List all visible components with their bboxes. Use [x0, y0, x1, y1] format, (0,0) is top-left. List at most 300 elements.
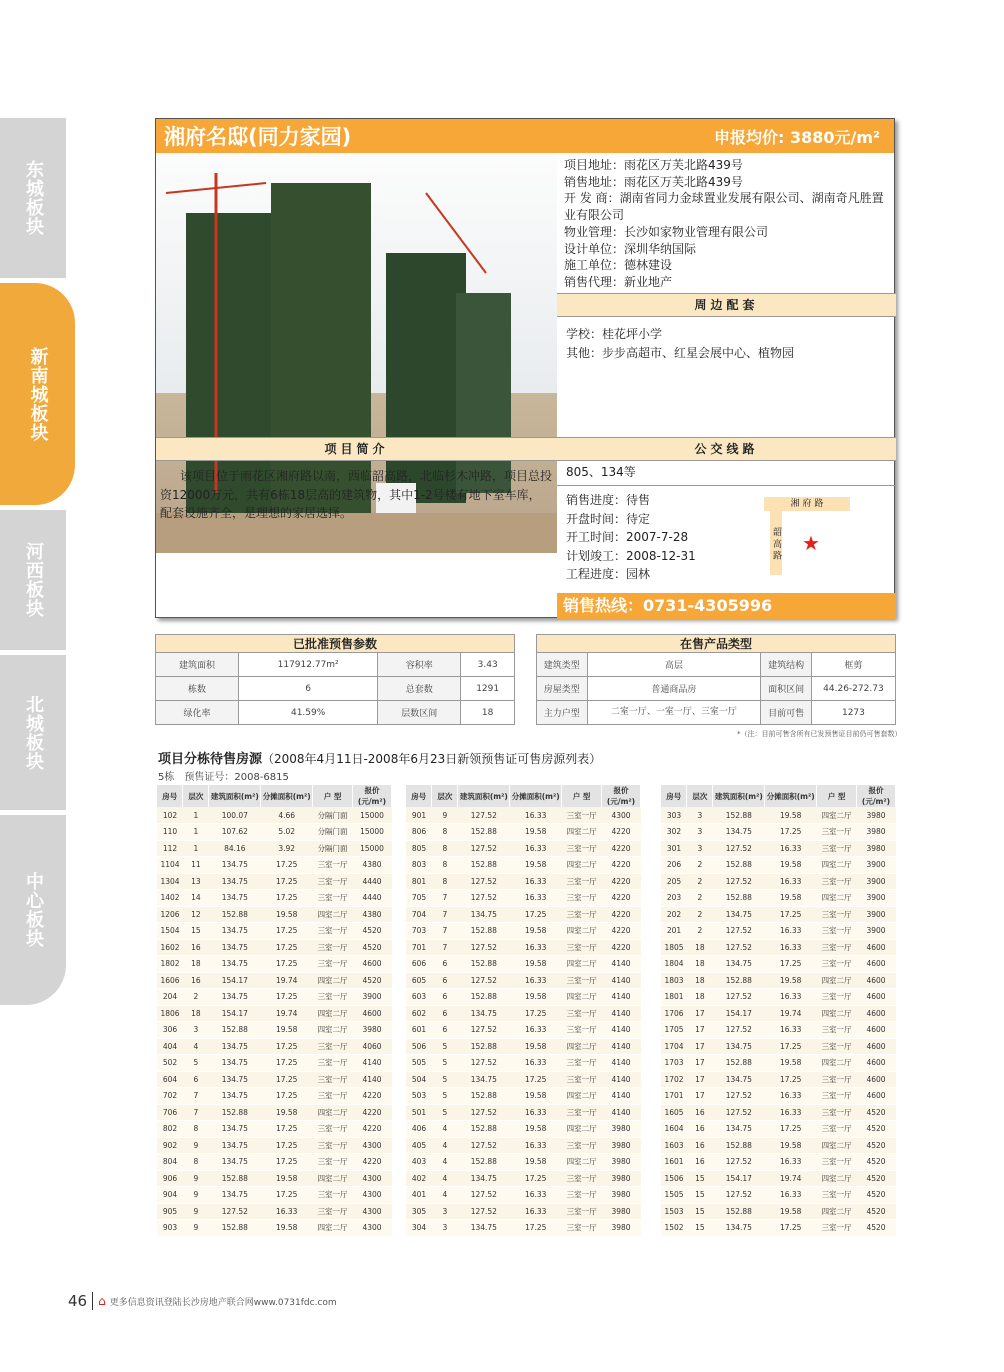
column-header: 户 型 — [313, 785, 353, 807]
table-cell: 127.52 — [458, 890, 510, 907]
column-header: 房号 — [406, 785, 432, 807]
cell: 面积区间 — [761, 677, 812, 701]
table-row — [157, 873, 392, 890]
table-row — [157, 906, 392, 923]
table-cell: 3980 — [857, 807, 896, 824]
table-cell: 16.33 — [510, 1203, 562, 1220]
table-row — [661, 857, 896, 874]
table-cell: 三室一厅 — [313, 1187, 353, 1204]
table-row — [157, 1071, 392, 1088]
table-cell: 4600 — [857, 1022, 896, 1039]
table-cell: 127.52 — [713, 939, 765, 956]
table-cell: 4.66 — [261, 807, 313, 824]
table-cell: 4520 — [353, 923, 392, 940]
table-cell: 107.62 — [209, 824, 261, 841]
table-cell: 分隔门面 — [313, 840, 353, 857]
table-cell: 1502 — [661, 1220, 687, 1237]
table-cell: 三室一厅 — [817, 1088, 857, 1105]
table-cell: 四室二厅 — [817, 857, 857, 874]
table-cell: 16.33 — [510, 890, 562, 907]
table-row — [157, 972, 392, 989]
footer-text[interactable]: 更多信息资讯登陆长沙房地产联合网www.0731fdc.com — [109, 1297, 337, 1308]
table-cell: 1605 — [661, 1104, 687, 1121]
status-start: 开工时间：2007-7-28 — [566, 530, 689, 544]
table-cell: 305 — [406, 1203, 432, 1220]
table-cell: 四室二厅 — [313, 1005, 353, 1022]
table-cell: 503 — [406, 1088, 432, 1105]
table-cell: 152.88 — [713, 1055, 765, 1072]
table-cell: 803 — [406, 857, 432, 874]
bus-header: 公交线路 — [557, 437, 896, 461]
table-cell: 1505 — [661, 1187, 687, 1204]
table-cell: 四室二厅 — [817, 1137, 857, 1154]
table-cell: 三室一厅 — [313, 1121, 353, 1138]
table-cell: 127.52 — [713, 1088, 765, 1105]
table-cell: 4220 — [602, 824, 641, 841]
table-cell: 4220 — [602, 906, 641, 923]
tab-dongcheng[interactable]: 东城板块 — [0, 118, 66, 278]
table-cell: 604 — [157, 1071, 183, 1088]
table-cell: 4220 — [602, 923, 641, 940]
cell: 总套数 — [378, 677, 461, 701]
table-cell: 203 — [661, 890, 687, 907]
table-row — [406, 807, 641, 824]
table-cell: 三室一厅 — [817, 840, 857, 857]
table-cell: 134.75 — [713, 956, 765, 973]
table-cell: 三室一厅 — [313, 1154, 353, 1171]
table-cell: 17.25 — [261, 857, 313, 874]
table-cell: 四室二厅 — [562, 824, 602, 841]
table-cell: 3980 — [353, 1022, 392, 1039]
table-cell: 18 — [687, 989, 713, 1006]
table-row — [157, 1154, 392, 1171]
table-cell: 16.33 — [510, 840, 562, 857]
table-row — [661, 1220, 896, 1237]
table-cell: 4600 — [857, 956, 896, 973]
table-cell: 四室二厅 — [562, 989, 602, 1006]
table-cell: 16.33 — [765, 873, 817, 890]
table-cell: 4600 — [857, 1055, 896, 1072]
table-cell: 三室一厅 — [313, 923, 353, 940]
table-cell: 4600 — [353, 956, 392, 973]
table-cell: 2 — [687, 857, 713, 874]
table-cell: 1802 — [157, 956, 183, 973]
table-row — [406, 1088, 641, 1105]
approved-params-table — [155, 634, 515, 725]
table-cell: 6 — [432, 989, 458, 1006]
note: *（注：目前可售含所有已发预售证目前仍可售套数） — [737, 730, 902, 738]
table-cell: 17 — [687, 1005, 713, 1022]
bus-lines: 805、134等 — [566, 465, 636, 479]
table-cell: 4520 — [857, 1187, 896, 1204]
table-cell: 4520 — [857, 1170, 896, 1187]
table-cell: 7 — [432, 890, 458, 907]
table-cell: 1804 — [661, 956, 687, 973]
table-cell: 152.88 — [458, 989, 510, 1006]
sales-hotline[interactable]: 销售热线：0731-4305996 — [557, 593, 896, 619]
table-cell: 4220 — [602, 939, 641, 956]
table-cell: 4380 — [353, 857, 392, 874]
table-cell: 4520 — [857, 1121, 896, 1138]
project-title: 湘府名邸(同力家园) — [164, 125, 352, 149]
table-cell: 17 — [687, 1022, 713, 1039]
table-cell: 三室一厅 — [313, 873, 353, 890]
table-cell: 三室一厅 — [817, 956, 857, 973]
table-cell: 4520 — [857, 1203, 896, 1220]
table-cell: 12 — [183, 906, 209, 923]
table-cell: 134.75 — [209, 1038, 261, 1055]
table-cell: 三室一厅 — [562, 890, 602, 907]
table-cell: 三室一厅 — [562, 807, 602, 824]
table-cell: 4140 — [602, 956, 641, 973]
table-cell: 306 — [157, 1022, 183, 1039]
info-address: 项目地址：雨花区万芙北路439号 — [564, 158, 743, 172]
cell: 建筑面积 — [156, 653, 239, 677]
table-cell: 四室二厅 — [313, 1170, 353, 1187]
table-cell: 3 — [687, 824, 713, 841]
table-row — [406, 906, 641, 923]
table-cell: 16.33 — [765, 840, 817, 857]
cell: 18 — [461, 701, 515, 725]
table-cell: 505 — [406, 1055, 432, 1072]
table-cell: 804 — [157, 1154, 183, 1171]
table-cell: 三室一厅 — [562, 1055, 602, 1072]
listing-table-2 — [406, 785, 641, 1237]
table-cell: 3.92 — [261, 840, 313, 857]
table-cell: 6 — [432, 972, 458, 989]
table-cell: 7 — [183, 1088, 209, 1105]
cell: 建筑结构 — [761, 653, 812, 677]
table-cell: 3 — [687, 807, 713, 824]
table-cell: 15000 — [353, 807, 392, 824]
table-cell: 8 — [183, 1154, 209, 1171]
table-row — [157, 1104, 392, 1121]
column-header: 户 型 — [562, 785, 602, 807]
table-cell: 17.25 — [261, 939, 313, 956]
table-cell: 504 — [406, 1071, 432, 1088]
table-cell: 801 — [406, 873, 432, 890]
table-cell: 18 — [183, 1005, 209, 1022]
table-cell: 18 — [687, 939, 713, 956]
table-cell: 三室一厅 — [562, 1022, 602, 1039]
info-design: 设计单位：深圳华纳国际 — [564, 241, 697, 256]
table-cell: 1706 — [661, 1005, 687, 1022]
status-progress: 工程进度：园林 — [566, 567, 651, 581]
table-cell: 19.58 — [510, 857, 562, 874]
table-cell: 4 — [432, 1170, 458, 1187]
table-cell: 127.52 — [713, 923, 765, 940]
table-cell: 3980 — [857, 840, 896, 857]
table-cell: 19.74 — [261, 972, 313, 989]
table-cell: 三室一厅 — [562, 1071, 602, 1088]
table-cell: 127.52 — [713, 840, 765, 857]
cell: 主力户型 — [537, 701, 588, 725]
table-cell: 152.88 — [713, 1137, 765, 1154]
table-cell: 4600 — [857, 989, 896, 1006]
cell: 层数区间 — [378, 701, 461, 725]
table-cell: 3900 — [857, 873, 896, 890]
table-cell: 134.75 — [458, 1220, 510, 1237]
table-cell: 127.52 — [458, 1104, 510, 1121]
table-cell: 152.88 — [209, 1220, 261, 1237]
table-cell: 9 — [183, 1170, 209, 1187]
table-cell: 152.88 — [458, 956, 510, 973]
cell: 3.43 — [461, 653, 515, 677]
table-cell: 201 — [661, 923, 687, 940]
column-header: 报价(元/m²) — [353, 785, 392, 807]
table-cell: 134.75 — [209, 1137, 261, 1154]
table-cell: 402 — [406, 1170, 432, 1187]
table-cell: 17.25 — [765, 824, 817, 841]
table-cell: 18 — [183, 956, 209, 973]
table-cell: 19.58 — [765, 1055, 817, 1072]
table-cell: 3980 — [602, 1220, 641, 1237]
table-cell: 7 — [183, 1104, 209, 1121]
table-cell: 4600 — [857, 1038, 896, 1055]
table-cell: 134.75 — [713, 1038, 765, 1055]
table-row — [157, 1137, 392, 1154]
tab-hexi[interactable]: 河西板块 — [0, 510, 66, 650]
table-cell: 三室一厅 — [562, 972, 602, 989]
table-cell: 5.02 — [261, 824, 313, 841]
table-cell: 134.75 — [713, 1220, 765, 1237]
logo-icon: ⌂ — [98, 1294, 106, 1308]
table-cell: 8 — [432, 873, 458, 890]
table-row — [157, 890, 392, 907]
table-cell: 4600 — [857, 1005, 896, 1022]
table-cell: 4600 — [857, 1088, 896, 1105]
table-cell: 1703 — [661, 1055, 687, 1072]
table-cell: 152.88 — [458, 1088, 510, 1105]
table-cell: 三室一厅 — [817, 1104, 857, 1121]
table-cell: 17.25 — [261, 1187, 313, 1204]
table-cell: 19.58 — [765, 890, 817, 907]
table-cell: 3980 — [602, 1121, 641, 1138]
cell: 容积率 — [378, 653, 461, 677]
table-cell: 三室一厅 — [313, 1088, 353, 1105]
table-cell: 134.75 — [458, 906, 510, 923]
cell: 1273 — [811, 701, 895, 725]
table-row — [661, 807, 896, 824]
table-cell: 154.17 — [209, 972, 261, 989]
surround-list — [566, 325, 794, 362]
table-cell: 4220 — [602, 840, 641, 857]
table-cell: 3 — [183, 1022, 209, 1039]
table-cell: 7 — [432, 939, 458, 956]
table-cell: 3980 — [602, 1203, 641, 1220]
table-cell: 4300 — [353, 1220, 392, 1237]
table-cell: 601 — [406, 1022, 432, 1039]
table-cell: 2 — [687, 890, 713, 907]
table-cell: 四室二厅 — [562, 857, 602, 874]
table-cell: 4 — [432, 1154, 458, 1171]
table-row — [661, 1187, 896, 1204]
table-cell: 14 — [183, 890, 209, 907]
table-cell: 16.33 — [765, 1104, 817, 1121]
table-cell: 16.33 — [765, 939, 817, 956]
table-cell: 19.58 — [765, 972, 817, 989]
table-row — [661, 890, 896, 907]
table-cell: 4 — [432, 1137, 458, 1154]
table-cell: 18 — [687, 972, 713, 989]
table-cell: 11 — [183, 857, 209, 874]
cell: 框剪 — [811, 653, 895, 677]
table-cell: 3980 — [602, 1154, 641, 1171]
table-cell: 19.58 — [765, 857, 817, 874]
table-cell: 127.52 — [713, 1154, 765, 1171]
price: 申报均价: 3880元/m² — [713, 127, 880, 147]
table-cell: 四室二厅 — [562, 1154, 602, 1171]
table-cell: 三室一厅 — [313, 1038, 353, 1055]
map-road-shaogao: 韶 高 路 — [770, 511, 782, 575]
table-cell: 152.88 — [209, 1170, 261, 1187]
cell: 41.59% — [239, 701, 378, 725]
table-cell: 三室一厅 — [313, 1055, 353, 1072]
table-cell: 204 — [157, 989, 183, 1006]
table-row — [157, 923, 392, 940]
table-cell: 1503 — [661, 1203, 687, 1220]
table-cell: 16.33 — [765, 1187, 817, 1204]
table-row — [157, 840, 392, 857]
table-cell: 16 — [687, 1104, 713, 1121]
table-row — [406, 1005, 641, 1022]
table-row — [157, 1220, 392, 1237]
table-cell: 5 — [432, 1088, 458, 1105]
table-cell: 三室一厅 — [562, 1005, 602, 1022]
table-cell: 1702 — [661, 1071, 687, 1088]
table-cell: 16.33 — [765, 989, 817, 1006]
table-cell: 100.07 — [209, 807, 261, 824]
table-row — [661, 939, 896, 956]
table-cell: 127.52 — [713, 1022, 765, 1039]
table-cell: 5 — [432, 1038, 458, 1055]
table-cell: 501 — [406, 1104, 432, 1121]
table-cell: 1801 — [661, 989, 687, 1006]
tab-xinnancheng[interactable]: 新南城板块 — [0, 283, 75, 505]
tab-beicheng[interactable]: 北城板块 — [0, 655, 66, 810]
table-cell: 四室二厅 — [562, 956, 602, 973]
table-cell: 152.88 — [458, 1154, 510, 1171]
table-cell: 702 — [157, 1088, 183, 1105]
table-row — [157, 1187, 392, 1204]
table-cell: 17 — [687, 1055, 713, 1072]
table-cell: 19.58 — [765, 1203, 817, 1220]
table-cell: 4220 — [353, 1121, 392, 1138]
table-cell: 112 — [157, 840, 183, 857]
surround-school: 学校：桂花坪小学 — [566, 327, 663, 341]
table-cell: 15 — [687, 1187, 713, 1204]
table-cell: 84.16 — [209, 840, 261, 857]
table-cell: 152.88 — [713, 857, 765, 874]
table-cell: 三室一厅 — [562, 1104, 602, 1121]
table-cell: 三室一厅 — [313, 857, 353, 874]
table-cell: 905 — [157, 1203, 183, 1220]
table-cell: 三室一厅 — [817, 939, 857, 956]
footer — [68, 1292, 337, 1310]
table-cell: 17.25 — [765, 1121, 817, 1138]
table-cell: 134.75 — [713, 1121, 765, 1138]
title-bar — [156, 119, 894, 153]
tab-zhongxin[interactable]: 中心板块 — [0, 815, 66, 1005]
table-cell: 7 — [432, 906, 458, 923]
cell: 建筑类型 — [537, 653, 588, 677]
table-cell: 17.25 — [261, 1154, 313, 1171]
table-cell: 四室二厅 — [562, 1121, 602, 1138]
table-cell: 17.25 — [510, 1170, 562, 1187]
table-cell: 四室二厅 — [817, 1005, 857, 1022]
table-cell: 16.33 — [765, 1154, 817, 1171]
table-cell: 17.25 — [261, 1088, 313, 1105]
table-cell: 805 — [406, 840, 432, 857]
table-cell: 3900 — [353, 989, 392, 1006]
table-row — [661, 1121, 896, 1138]
table-cell: 4 — [183, 1038, 209, 1055]
table-cell: 四室二厅 — [562, 1088, 602, 1105]
table-cell: 152.88 — [209, 906, 261, 923]
table-row — [406, 1170, 641, 1187]
table-cell: 19.58 — [261, 1220, 313, 1237]
table-cell: 17.25 — [510, 906, 562, 923]
table-cell: 5 — [432, 1071, 458, 1088]
table-cell: 19.58 — [510, 1088, 562, 1105]
listing-table-1 — [157, 785, 392, 1237]
products-title: 在售产品类型 — [537, 635, 896, 653]
table-cell: 16 — [687, 1137, 713, 1154]
table-cell: 三室一厅 — [817, 824, 857, 841]
table-row — [406, 956, 641, 973]
table-cell: 134.75 — [209, 1187, 261, 1204]
table-cell: 4220 — [602, 890, 641, 907]
table-cell: 134.75 — [209, 873, 261, 890]
table-row — [661, 1055, 896, 1072]
surround-header: 周边配套 — [557, 293, 896, 317]
table-cell: 17 — [687, 1088, 713, 1105]
table-cell: 134.75 — [713, 906, 765, 923]
table-cell: 15 — [687, 1220, 713, 1237]
table-row — [157, 956, 392, 973]
cell: 1291 — [461, 677, 515, 701]
table-cell: 16 — [183, 972, 209, 989]
table-row — [406, 939, 641, 956]
table-cell: 17 — [687, 1071, 713, 1088]
table-cell: 1602 — [157, 939, 183, 956]
table-cell: 19.58 — [261, 906, 313, 923]
table-cell: 4 — [432, 1121, 458, 1138]
table-cell: 4300 — [353, 1137, 392, 1154]
table-cell: 3900 — [857, 923, 896, 940]
table-row — [157, 1121, 392, 1138]
status-list — [566, 491, 696, 584]
section-title — [158, 748, 601, 767]
table-cell: 4520 — [857, 1104, 896, 1121]
table-cell: 19.58 — [261, 1104, 313, 1121]
table-cell: 134.75 — [209, 956, 261, 973]
table-cell: 1704 — [661, 1038, 687, 1055]
table-cell: 15000 — [353, 840, 392, 857]
table-cell: 127.52 — [458, 1137, 510, 1154]
table-cell: 16.33 — [510, 939, 562, 956]
table-cell: 1402 — [157, 890, 183, 907]
table-cell: 6 — [183, 1071, 209, 1088]
table-cell: 127.52 — [458, 807, 510, 824]
table-cell: 17.25 — [261, 1121, 313, 1138]
cell: 绿化率 — [156, 701, 239, 725]
table-cell: 152.88 — [209, 1022, 261, 1039]
table-cell: 4140 — [353, 1071, 392, 1088]
table-cell: 301 — [661, 840, 687, 857]
table-cell: 三室一厅 — [817, 906, 857, 923]
table-cell: 152.88 — [209, 1104, 261, 1121]
